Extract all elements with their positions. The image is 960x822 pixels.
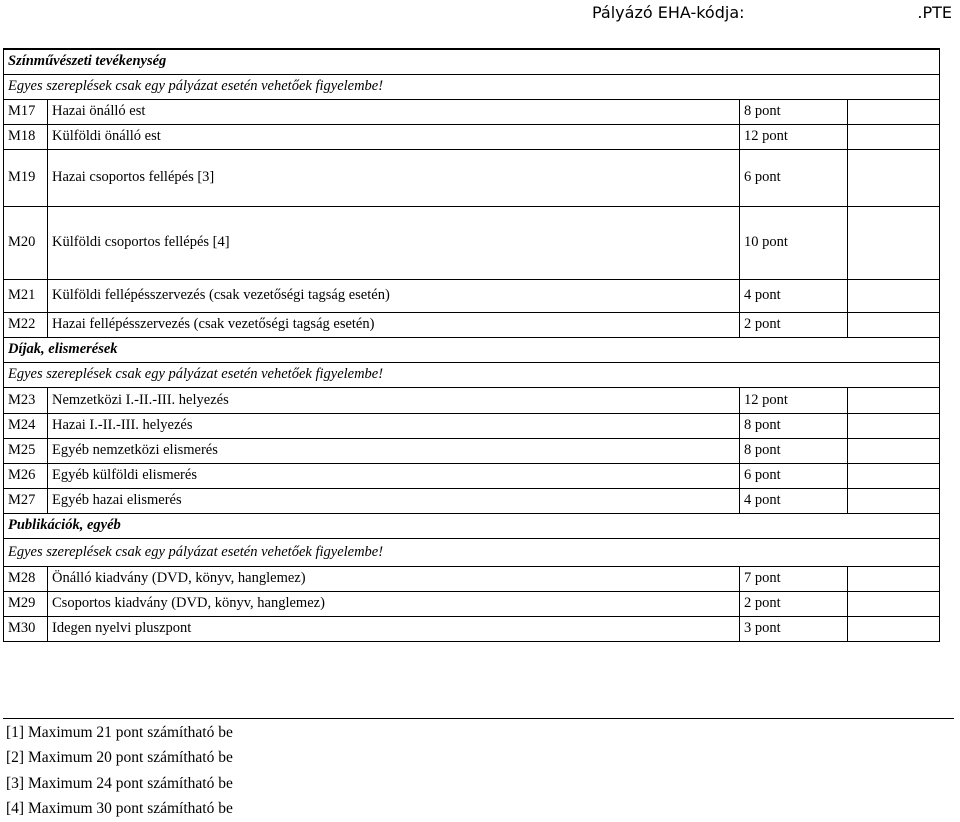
row-extra-cell bbox=[848, 566, 940, 591]
row-code: M23 bbox=[4, 387, 48, 413]
row-extra-cell bbox=[848, 616, 940, 641]
section-title-row bbox=[4, 49, 940, 74]
section-title: Publikációk, egyéb bbox=[4, 513, 940, 538]
table-row bbox=[4, 99, 940, 124]
row-description: Hazai I.-II.-III. helyezés bbox=[48, 413, 740, 438]
row-code: M19 bbox=[4, 149, 48, 206]
row-extra-cell bbox=[848, 149, 940, 206]
scoring-table bbox=[3, 48, 940, 642]
row-code: M29 bbox=[4, 591, 48, 616]
row-code: M26 bbox=[4, 463, 48, 488]
row-extra-cell bbox=[848, 124, 940, 149]
row-description: Egyéb külföldi elismerés bbox=[48, 463, 740, 488]
table-row bbox=[4, 387, 940, 413]
row-code: M30 bbox=[4, 616, 48, 641]
row-code: M17 bbox=[4, 99, 48, 124]
row-description: Egyéb hazai elismerés bbox=[48, 488, 740, 513]
table-row bbox=[4, 616, 940, 641]
row-points: 2 pont bbox=[740, 312, 848, 337]
table-row bbox=[4, 149, 940, 206]
table-row bbox=[4, 279, 940, 312]
row-code: M24 bbox=[4, 413, 48, 438]
row-points: 6 pont bbox=[740, 463, 848, 488]
table-row bbox=[4, 438, 940, 463]
row-code: M25 bbox=[4, 438, 48, 463]
table-row bbox=[4, 206, 940, 279]
section-title-row bbox=[4, 337, 940, 362]
section-note-row bbox=[4, 74, 940, 99]
row-code: M22 bbox=[4, 312, 48, 337]
row-description: Külföldi fellépésszervezés (csak vezetőségi tagság esetén) bbox=[48, 279, 740, 312]
applicant-code-value: .PTE bbox=[917, 3, 952, 22]
table-row bbox=[4, 566, 940, 591]
table-row bbox=[4, 463, 940, 488]
row-description: Hazai fellépésszervezés (csak vezetőségi tagság esetén) bbox=[48, 312, 740, 337]
section-note-row bbox=[4, 538, 940, 566]
section-title: Színművészeti tevékenység bbox=[4, 49, 940, 74]
footnote: [4] Maximum 30 pont számítható be bbox=[6, 800, 233, 818]
row-extra-cell bbox=[848, 488, 940, 513]
row-code: M18 bbox=[4, 124, 48, 149]
section-note-row bbox=[4, 362, 940, 387]
row-extra-cell bbox=[848, 279, 940, 312]
row-extra-cell bbox=[848, 99, 940, 124]
row-points: 8 pont bbox=[740, 438, 848, 463]
section-title: Díjak, elismerések bbox=[4, 337, 940, 362]
row-code: M21 bbox=[4, 279, 48, 312]
row-extra-cell bbox=[848, 312, 940, 337]
section-note: Egyes szereplések csak egy pályázat esetén vehetőek figyelembe! bbox=[4, 362, 940, 387]
row-extra-cell bbox=[848, 591, 940, 616]
row-points: 4 pont bbox=[740, 279, 848, 312]
footnotes bbox=[6, 720, 233, 822]
row-description: Hazai önálló est bbox=[48, 99, 740, 124]
table-row bbox=[4, 413, 940, 438]
row-extra-cell bbox=[848, 438, 940, 463]
row-description: Külföldi csoportos fellépés [4] bbox=[48, 206, 740, 279]
section-note: Egyes szereplések csak egy pályázat esetén vehetőek figyelembe! bbox=[4, 74, 940, 99]
row-description: Egyéb nemzetközi elismerés bbox=[48, 438, 740, 463]
page-header bbox=[0, 0, 960, 28]
footnote-separator bbox=[3, 718, 954, 719]
row-extra-cell bbox=[848, 463, 940, 488]
table-row bbox=[4, 488, 940, 513]
row-description: Idegen nyelvi pluszpont bbox=[48, 616, 740, 641]
footnote: [2] Maximum 20 pont számítható be bbox=[6, 749, 233, 767]
row-points: 2 pont bbox=[740, 591, 848, 616]
row-code: M28 bbox=[4, 566, 48, 591]
row-extra-cell bbox=[848, 387, 940, 413]
section-title-row bbox=[4, 513, 940, 538]
row-description: Csoportos kiadvány (DVD, könyv, hanglemez) bbox=[48, 591, 740, 616]
row-extra-cell bbox=[848, 413, 940, 438]
row-points: 8 pont bbox=[740, 413, 848, 438]
footnote: [3] Maximum 24 pont számítható be bbox=[6, 774, 233, 792]
row-points: 4 pont bbox=[740, 488, 848, 513]
table-row bbox=[4, 591, 940, 616]
row-description: Önálló kiadvány (DVD, könyv, hanglemez) bbox=[48, 566, 740, 591]
row-code: M27 bbox=[4, 488, 48, 513]
applicant-code-label: Pályázó EHA-kódja: bbox=[592, 3, 745, 22]
row-points: 3 pont bbox=[740, 616, 848, 641]
row-description: Hazai csoportos fellépés [3] bbox=[48, 149, 740, 206]
row-points: 8 pont bbox=[740, 99, 848, 124]
row-description: Nemzetközi I.-II.-III. helyezés bbox=[48, 387, 740, 413]
row-code: M20 bbox=[4, 206, 48, 279]
table-row bbox=[4, 312, 940, 337]
row-description: Külföldi önálló est bbox=[48, 124, 740, 149]
row-points: 6 pont bbox=[740, 149, 848, 206]
row-points: 10 pont bbox=[740, 206, 848, 279]
row-points: 12 pont bbox=[740, 124, 848, 149]
section-note: Egyes szereplések csak egy pályázat esetén vehetőek figyelembe! bbox=[4, 538, 940, 566]
table-row bbox=[4, 124, 940, 149]
row-points: 7 pont bbox=[740, 566, 848, 591]
row-points: 12 pont bbox=[740, 387, 848, 413]
row-extra-cell bbox=[848, 206, 940, 279]
footnote: [1] Maximum 21 pont számítható be bbox=[6, 724, 233, 741]
